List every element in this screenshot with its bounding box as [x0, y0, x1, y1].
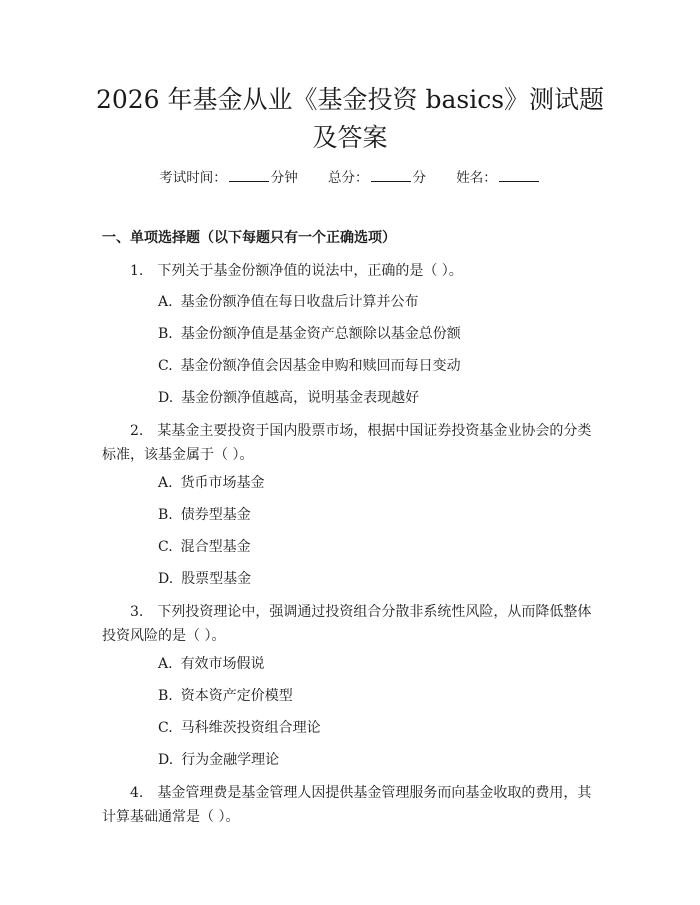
question-number: 4.: [130, 785, 144, 801]
option-letter: B.: [158, 326, 173, 342]
option-text: 基金份额净值会因基金申购和赎回而每日变动: [180, 358, 461, 374]
option-text: 基金份额净值在每日收盘后计算并公布: [180, 294, 419, 310]
total-score-blank: [371, 168, 411, 182]
exam-info-line: [0, 168, 700, 188]
option-2d: [158, 569, 251, 589]
option-text: 资本资产定价模型: [180, 688, 293, 704]
option-text: 货币市场基金: [180, 475, 265, 491]
option-letter: B.: [158, 507, 173, 523]
option-3a: [158, 654, 265, 674]
option-1d: [158, 388, 419, 408]
exam-time-label: 考试时间：: [159, 170, 227, 186]
exam-time-blank: [229, 168, 269, 182]
option-letter: A.: [158, 656, 173, 672]
option-3c: [158, 718, 321, 738]
option-letter: A.: [158, 475, 173, 491]
name-label: 姓名：: [456, 170, 497, 186]
option-letter: C.: [158, 720, 173, 736]
option-text: 马科维茨投资组合理论: [180, 720, 321, 736]
option-2b: [158, 505, 251, 525]
option-1a: [158, 292, 419, 312]
option-letter: C.: [158, 358, 173, 374]
option-letter: C.: [158, 539, 173, 555]
document-title-line-2: 及答案: [312, 123, 388, 152]
option-2a: [158, 473, 265, 493]
option-text: 债券型基金: [180, 507, 251, 523]
total-score-label: 总分：: [328, 170, 369, 186]
option-letter: D.: [158, 571, 174, 587]
option-text: 有效市场假说: [180, 656, 265, 672]
question-2: [102, 419, 602, 467]
option-3b: [158, 686, 293, 706]
question-number: 1.: [130, 263, 144, 279]
option-2c: [158, 537, 251, 557]
exam-time-field: [159, 170, 302, 186]
option-text: 行为金融学理论: [181, 752, 280, 768]
option-text: 混合型基金: [180, 539, 251, 555]
name-field: [456, 170, 541, 186]
question-text: 基金管理费是基金管理人因提供基金管理服务而向基金收取的费用，其计算基础通常是（ ）。: [102, 785, 592, 825]
question-number: 3.: [130, 604, 144, 620]
question-4: [102, 781, 602, 829]
option-1b: [158, 324, 461, 344]
option-1c: [158, 356, 461, 376]
option-letter: D.: [158, 390, 174, 406]
name-blank: [499, 168, 539, 182]
option-3d: [158, 750, 279, 770]
exam-time-unit: 分钟: [270, 170, 298, 186]
question-3: [102, 600, 602, 648]
question-text: 某基金主要投资于国内股票市场，根据中国证券投资基金业协会的分类标准，该基金属于（ ）。: [102, 423, 592, 463]
document-title-line-1: 2026 年基金从业《基金投资 basics》测试题: [95, 85, 605, 114]
option-text: 基金份额净值越高，说明基金表现越好: [181, 390, 420, 406]
question-text: 下列投资理论中，强调通过投资组合分散非系统性风险，从而降低整体投资风险的是（ ）。: [102, 604, 592, 644]
total-score-field: [328, 170, 430, 186]
option-text: 股票型基金: [181, 571, 252, 587]
total-score-unit: 分: [412, 170, 426, 186]
question-text: 下列关于基金份额净值的说法中，正确的是（ ）。: [157, 263, 463, 279]
option-letter: B.: [158, 688, 173, 704]
question-number: 2.: [130, 423, 144, 439]
option-letter: A.: [158, 294, 173, 310]
option-text: 基金份额净值是基金资产总额除以基金总份额: [180, 326, 461, 342]
option-letter: D.: [158, 752, 174, 768]
section-heading: 一、单项选择题（以下每题只有一个正确选项）: [102, 230, 396, 246]
question-1: [102, 259, 602, 283]
